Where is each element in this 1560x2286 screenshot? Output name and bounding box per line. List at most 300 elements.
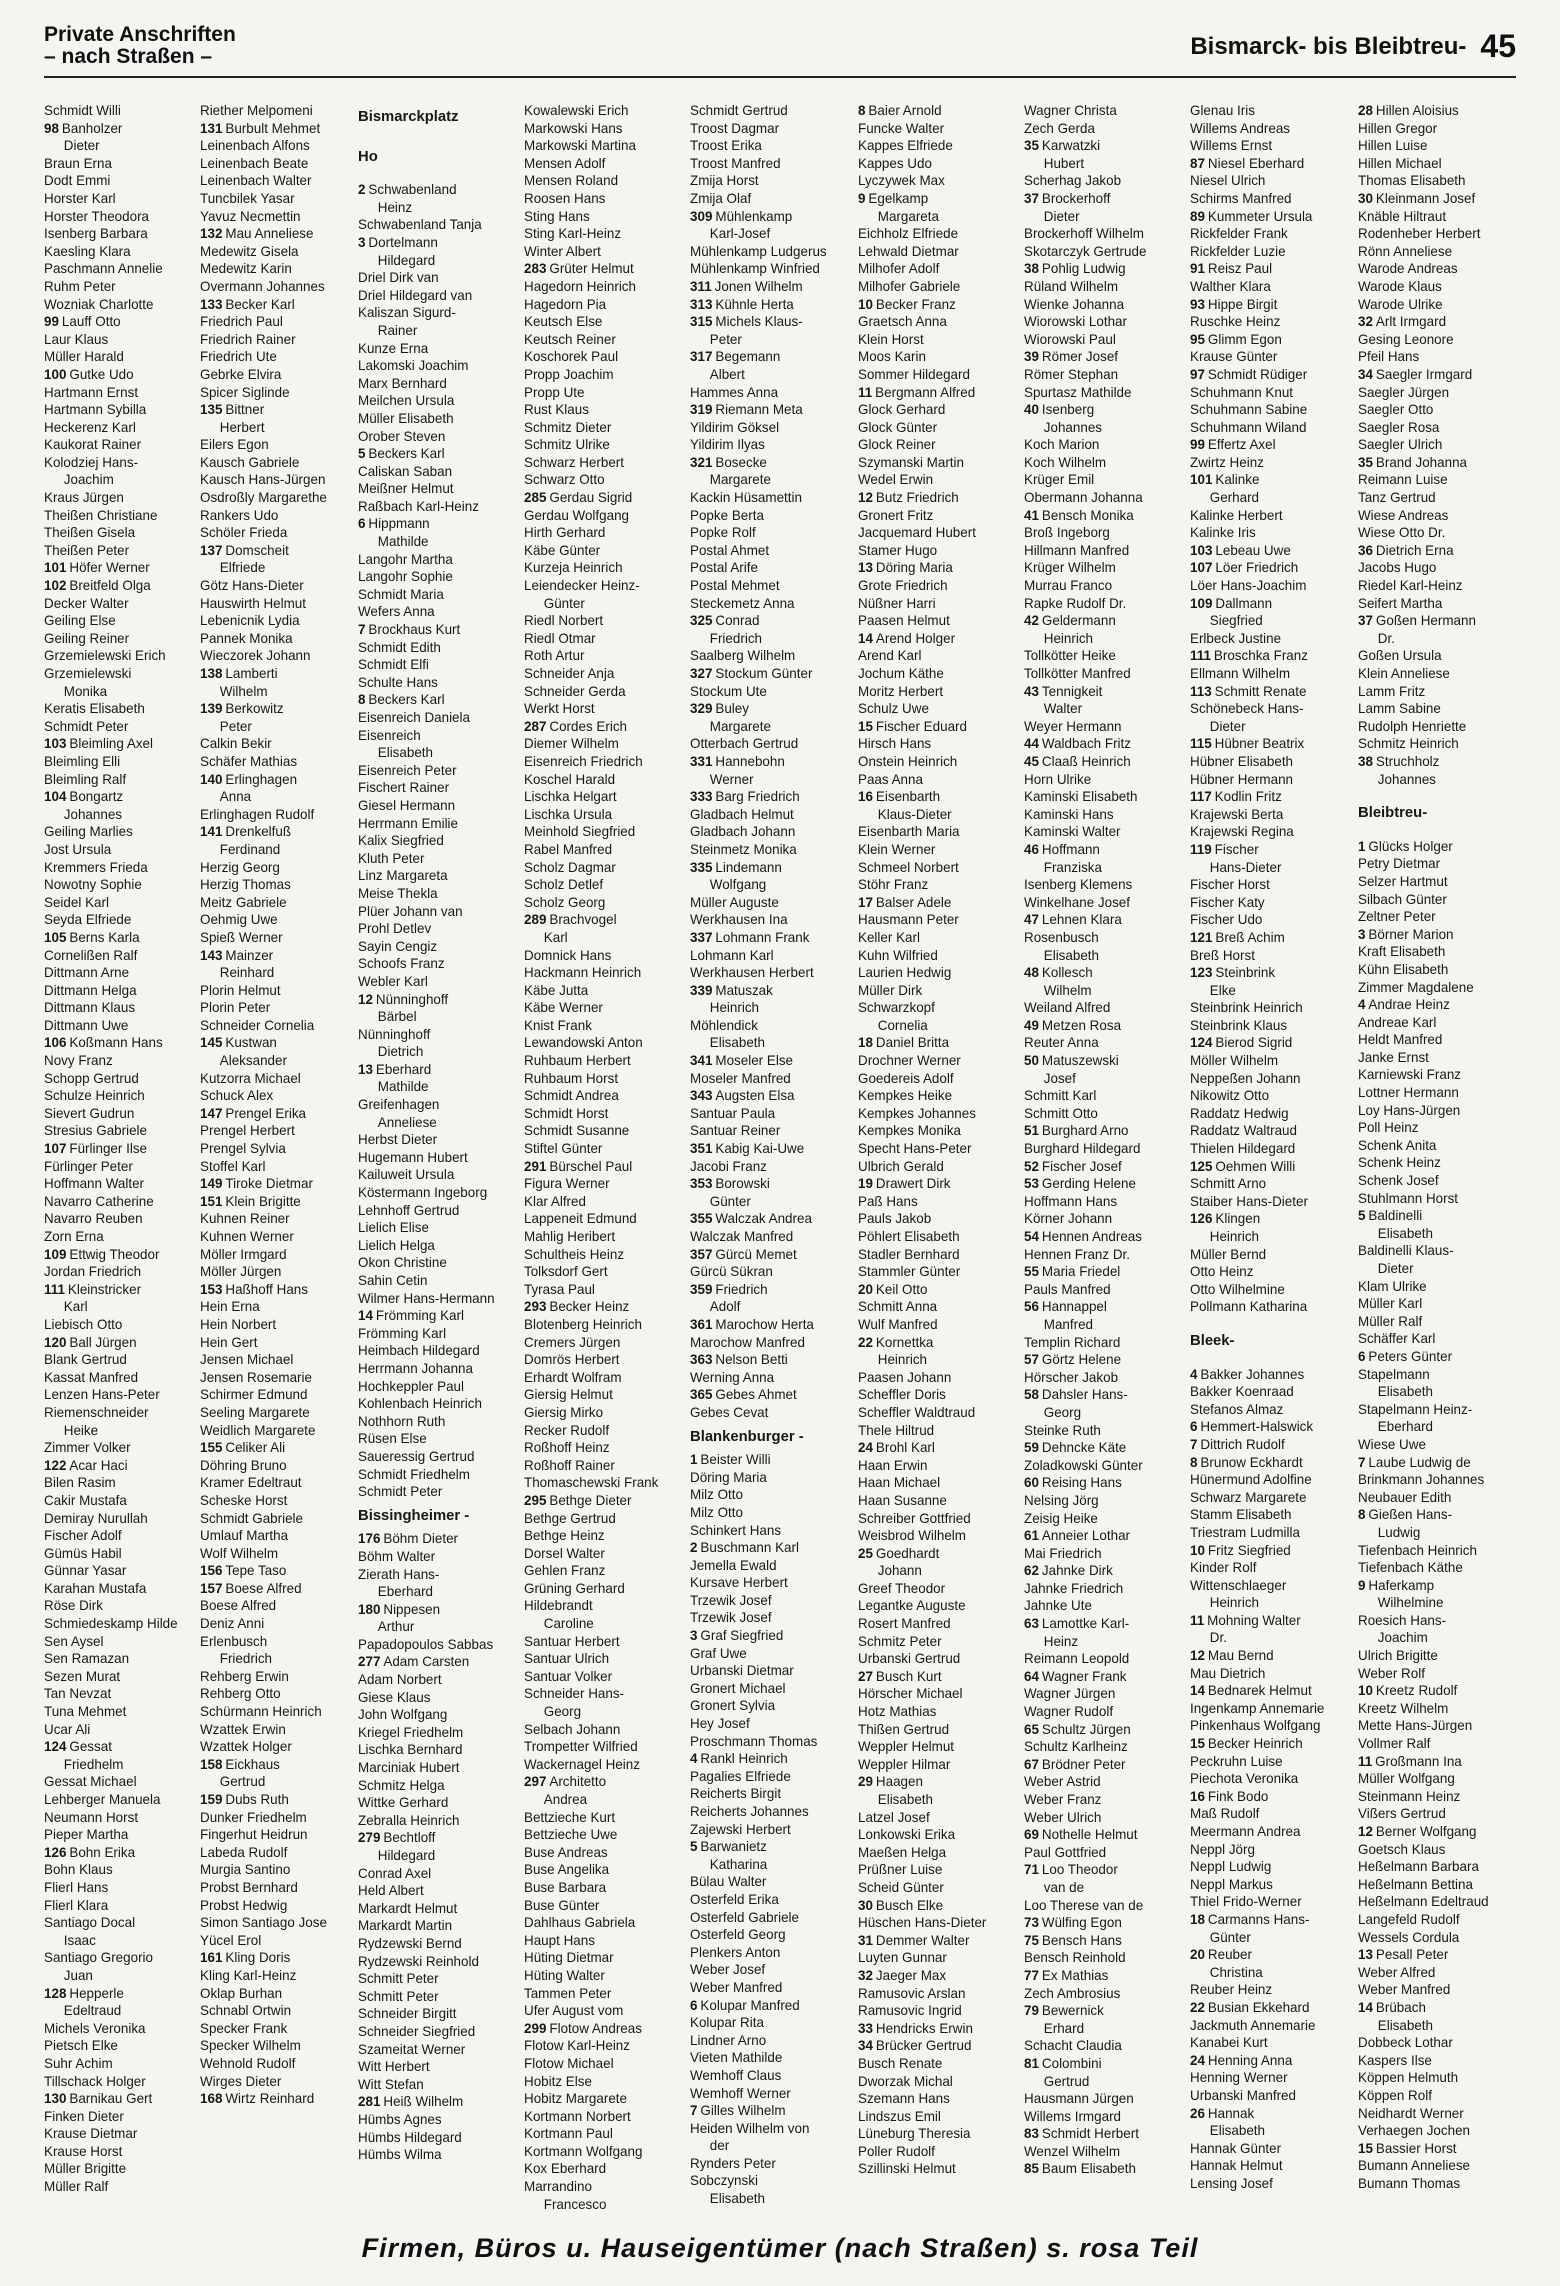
resident-entry (358, 1829, 518, 1847)
resident-entry (858, 1122, 1018, 1140)
entry-continuation (358, 1618, 520, 1636)
resident-name: Elisabeth (709, 2191, 766, 2207)
resident-name: Heiden Wilhelm von (690, 2120, 810, 2136)
resident-entry (524, 630, 684, 648)
resident-name: Broschka Franz (1213, 648, 1308, 664)
house-number: 37 (1358, 613, 1373, 629)
resident-entry (1024, 384, 1184, 402)
resident-entry (1024, 1932, 1184, 1950)
resident-name: Becker Franz (875, 296, 956, 312)
resident-name: Paschmann Annelie (44, 261, 163, 277)
resident-entry (524, 683, 684, 701)
resident-name: Elisabeth (377, 745, 434, 761)
resident-name: Pinkenhaus Wolfgang (1190, 1718, 1321, 1734)
resident-name: Kodlin Fritz (1214, 789, 1282, 805)
resident-entry (690, 1592, 850, 1610)
resident-entry (690, 155, 850, 173)
resident-name: Domnick Hans (524, 947, 612, 963)
house-number: 99 (1190, 437, 1205, 453)
resident-name: Hannappel (1041, 1299, 1107, 1315)
resident-entry (200, 542, 360, 560)
resident-entry (1190, 419, 1350, 437)
resident-entry (1358, 665, 1518, 683)
house-number: 57 (1024, 1352, 1039, 1368)
resident-name: Günter (709, 1193, 751, 1209)
resident-name: Dittmann Helga (44, 982, 137, 998)
resident-name: Webler Karl (358, 973, 428, 989)
resident-entry (358, 1794, 518, 1812)
resident-name: Günter (543, 595, 585, 611)
house-number: 341 (690, 1053, 713, 1069)
resident-entry (44, 172, 204, 190)
resident-name: Goetsch Klaus (1358, 1841, 1446, 1857)
resident-name: Stiftel Günter (524, 1141, 603, 1157)
resident-name: Hillen Luise (1358, 138, 1428, 154)
entry-continuation (524, 1703, 686, 1721)
resident-entry (44, 1263, 204, 1281)
entry-continuation (858, 1562, 1020, 1580)
resident-name: Gesing Leonore (1358, 331, 1454, 347)
resident-name: Kutzorra Michael (200, 1070, 301, 1086)
resident-name: Trzewik Josef (690, 1610, 772, 1626)
resident-name: Schreiber Gottfried (858, 1510, 971, 1526)
resident-entry (524, 208, 684, 226)
house-number: 63 (1024, 1616, 1039, 1632)
house-number: 291 (524, 1158, 547, 1174)
resident-entry (858, 1105, 1018, 1123)
resident-name: Calkin Bekir (200, 736, 272, 752)
house-number: 135 (200, 402, 223, 418)
resident-name: Bewernick (1041, 2003, 1104, 2019)
resident-name: Zoladkowski Günter (1024, 1457, 1143, 1473)
resident-name: Popke Berta (690, 507, 764, 523)
house-number: 15 (858, 718, 873, 734)
entry-continuation (1024, 1879, 1186, 1897)
resident-name: Willems Irmgard (1024, 2108, 1122, 2124)
resident-name: Orober Steven (358, 428, 446, 444)
resident-name: Kreetz Wilhelm (1358, 1700, 1449, 1716)
resident-name: Kling Doris (225, 1950, 291, 1966)
resident-entry (1358, 1366, 1518, 1384)
resident-name: Dittmann Uwe (44, 1017, 129, 1033)
resident-entry (358, 1777, 518, 1795)
resident-entry (1190, 1542, 1350, 1560)
page-header (44, 24, 1516, 80)
house-number: 12 (358, 991, 373, 1007)
house-number: 293 (524, 1299, 547, 1315)
resident-name: Thele Hiltrud (858, 1422, 935, 1438)
resident-name: Reising Hans (1041, 1475, 1122, 1491)
resident-name: Isaac (63, 1932, 96, 1948)
house-number: 311 (690, 278, 712, 294)
resident-name: Demiray Nurullah (44, 1510, 148, 1526)
resident-name: Weyer Hermann (1024, 718, 1122, 734)
resident-entry (1024, 1527, 1184, 1545)
house-number: 289 (524, 912, 547, 928)
resident-name: Hendricks Erwin (875, 2020, 973, 2036)
entry-continuation (690, 331, 852, 349)
resident-entry (1024, 1967, 1184, 1985)
resident-entry (44, 1527, 204, 1545)
resident-name: Isenberg (1041, 402, 1095, 418)
resident-entry (44, 823, 204, 841)
resident-entry (44, 1738, 204, 1756)
house-number: 14 (1358, 1999, 1373, 2015)
resident-entry (44, 190, 204, 208)
resident-entry (1190, 753, 1350, 771)
resident-name: Vieten Mathilde (690, 2050, 783, 2066)
resident-name: Hepperle (69, 1985, 124, 2001)
resident-name: Gebes Ahmet (715, 1387, 797, 1403)
entry-continuation (858, 806, 1020, 824)
resident-name: Scholz Detlef (524, 877, 604, 893)
resident-name: Steinbrink Klaus (1190, 1017, 1288, 1033)
resident-entry (524, 1879, 684, 1897)
resident-entry (858, 2073, 1018, 2091)
resident-entry (524, 384, 684, 402)
resident-name: Bergmann Alfred (875, 384, 976, 400)
resident-name: Mühlenkamp Ludgerus (690, 243, 827, 259)
resident-entry (1190, 348, 1350, 366)
resident-entry (1190, 1489, 1350, 1507)
resident-name: Murgia Santino (200, 1862, 291, 1878)
resident-name: Thielen Hildegard (1190, 1141, 1296, 1157)
resident-entry (44, 982, 204, 1000)
resident-entry (1190, 1612, 1350, 1630)
resident-name: Meermann Andrea (1190, 1824, 1301, 1839)
resident-name: Werkt Horst (524, 701, 595, 717)
entry-continuation (690, 1298, 852, 1316)
resident-name: Johannes (63, 806, 123, 822)
resident-entry (858, 1615, 1018, 1633)
resident-name: Stockum Günter (715, 666, 813, 681)
resident-name: Nelsing Jörg (1024, 1492, 1099, 1508)
resident-name: Lappeneit Edmund (524, 1211, 637, 1227)
resident-entry (858, 841, 1018, 859)
resident-entry (690, 1821, 850, 1839)
resident-name: Saegler Jürgen (1358, 384, 1450, 400)
resident-name: Klam Ulrike (1358, 1278, 1427, 1294)
resident-entry (1190, 1911, 1350, 1929)
resident-name: Geiling Reiner (44, 630, 130, 646)
resident-entry (44, 1087, 204, 1105)
entry-continuation (1024, 2073, 1186, 2091)
resident-entry (1024, 929, 1184, 947)
resident-name: Dodt Emmi (44, 173, 111, 189)
resident-name: Eisenreich (358, 727, 421, 743)
resident-name: Hartmann Sybilla (44, 402, 147, 418)
resident-entry (1024, 1650, 1184, 1668)
resident-name: Medewitz Gisela (200, 243, 299, 259)
entry-continuation (44, 806, 206, 824)
resident-entry (44, 1404, 204, 1422)
resident-name: Köstermann Ingeborg (358, 1185, 488, 1201)
resident-entry (690, 1175, 850, 1193)
entry-continuation (1024, 1633, 1186, 1651)
resident-entry (690, 2102, 850, 2120)
resident-name: Tyrasa Paul (524, 1281, 595, 1297)
house-number: 335 (690, 859, 713, 875)
resident-name: Paasen Helmut (858, 613, 950, 629)
resident-entry (358, 2058, 518, 2076)
entry-continuation (1024, 419, 1186, 437)
directory-column (44, 102, 206, 2212)
resident-entry (524, 982, 684, 1000)
resident-name: Heinrich (709, 1000, 760, 1016)
resident-name: Hoffmann Hans (1024, 1193, 1118, 1209)
resident-entry (524, 1562, 684, 1580)
resident-entry (524, 1298, 684, 1316)
resident-entry (44, 102, 204, 120)
resident-entry (524, 1439, 684, 1457)
resident-entry (1024, 647, 1184, 665)
resident-name: Hannak Helmut (1190, 2158, 1283, 2174)
resident-entry (44, 1633, 204, 1651)
resident-entry (200, 1351, 360, 1369)
resident-name: Dubs Ruth (225, 1792, 289, 1807)
resident-name: Recker Rudolf (524, 1422, 610, 1438)
resident-entry (200, 1949, 360, 1967)
resident-entry (44, 1034, 204, 1052)
resident-entry (858, 1298, 1018, 1316)
resident-name: Riedl Otmar (524, 630, 596, 646)
house-number: 69 (1024, 1827, 1039, 1843)
house-number: 54 (1024, 1229, 1039, 1244)
resident-entry (44, 1439, 204, 1457)
resident-name: Börner Marion (1368, 926, 1454, 942)
resident-entry (1024, 366, 1184, 384)
resident-entry (858, 436, 1018, 454)
resident-entry (1024, 1052, 1184, 1070)
resident-entry (1024, 788, 1184, 806)
entry-continuation (1190, 1228, 1352, 1246)
resident-name: Triestram Ludmilla (1190, 1524, 1300, 1540)
resident-entry (358, 1970, 518, 1988)
resident-name: Stuhlmann Horst (1358, 1190, 1459, 1206)
resident-name: Josef (1043, 1070, 1076, 1086)
resident-name: Wirtz Reinhard (225, 2091, 315, 2107)
resident-name: Elisabeth (1377, 2017, 1434, 2033)
resident-entry (1190, 436, 1350, 454)
resident-entry (1358, 1049, 1518, 1067)
resident-name: Colombini (1041, 2055, 1102, 2071)
resident-name: Kaliszan Sigurd- (358, 305, 456, 321)
resident-name: Dieter (63, 138, 100, 154)
resident-entry (524, 278, 684, 296)
resident-entry (1358, 1805, 1518, 1823)
house-number: 11 (858, 384, 873, 400)
resident-name: Graf Siegfried (700, 1628, 784, 1644)
resident-entry (524, 1809, 684, 1827)
resident-name: Spieß Werner (200, 929, 283, 945)
resident-name: Heinrich (1209, 1595, 1260, 1611)
resident-name: Piechota Veronika (1190, 1771, 1299, 1787)
resident-entry (524, 1175, 684, 1193)
resident-entry (1190, 2052, 1350, 2070)
resident-entry (44, 964, 204, 982)
resident-name: Hartmann Ernst (44, 384, 139, 400)
resident-name: Steinmann Heinz (1358, 1788, 1461, 1804)
resident-entry (690, 137, 850, 155)
resident-entry (200, 1967, 360, 1985)
resident-name: Breß Achim (1215, 929, 1285, 945)
resident-entry (690, 208, 850, 226)
resident-name: Neppl Ludwig (1190, 1859, 1272, 1875)
resident-entry (690, 102, 850, 120)
resident-name: Kustwan (225, 1035, 277, 1051)
resident-entry (1358, 1682, 1518, 1700)
house-number: 106 (44, 1035, 67, 1051)
resident-entry (1358, 1700, 1518, 1718)
resident-name: Fingerhut Heidrun (200, 1827, 308, 1843)
resident-name: Oehmen Willi (1215, 1158, 1296, 1174)
resident-name: Erlenbusch (200, 1633, 268, 1649)
resident-entry (1024, 1861, 1184, 1879)
resident-entry (358, 2005, 518, 2023)
resident-entry (200, 524, 360, 542)
house-number: 357 (690, 1246, 713, 1262)
resident-entry (524, 1052, 684, 1070)
resident-name: Michels Veronika (44, 2020, 146, 2036)
resident-name: Neppl Markus (1190, 1876, 1273, 1892)
resident-entry (1358, 225, 1518, 243)
resident-name: Hillen Michael (1358, 155, 1442, 171)
resident-entry (200, 1985, 360, 2003)
resident-entry (858, 1457, 1018, 1475)
resident-name: Neumann Horst (44, 1809, 139, 1825)
resident-entry (1190, 2069, 1350, 2087)
resident-name: Tammen Peter (524, 1985, 612, 2001)
resident-entry (1358, 137, 1518, 155)
resident-name: Busch Elke (875, 1897, 944, 1913)
resident-name: Schäfer Mathias (200, 753, 298, 769)
resident-name: Lindszus Emil (858, 2108, 941, 2124)
resident-entry (524, 806, 684, 824)
resident-name: Walczak Manfred (690, 1229, 794, 1244)
resident-entry (200, 278, 360, 296)
resident-entry (200, 859, 360, 877)
resident-entry (1190, 1383, 1350, 1401)
entry-continuation (1024, 947, 1186, 965)
resident-name: Staiber Hans-Dieter (1190, 1193, 1308, 1209)
resident-entry (44, 2143, 204, 2161)
resident-entry (1190, 208, 1350, 226)
resident-entry (690, 577, 850, 595)
resident-entry (1190, 577, 1350, 595)
entry-continuation (858, 1351, 1020, 1369)
resident-name: Mathilde (377, 1079, 429, 1095)
resident-name: Raddatz Waltraud (1190, 1123, 1298, 1139)
resident-entry (44, 2055, 204, 2073)
resident-entry (1024, 1615, 1184, 1633)
house-number: 25 (858, 1545, 873, 1561)
resident-entry (858, 1844, 1018, 1862)
resident-name: Glimm Egon (1207, 331, 1282, 347)
resident-name: Heike (63, 1422, 99, 1438)
entry-continuation (1024, 155, 1186, 173)
resident-name: Kalix Siegfried (358, 833, 444, 849)
resident-name: Schwarz Herbert (524, 454, 625, 470)
resident-entry (524, 2090, 684, 2108)
resident-entry (1358, 943, 1518, 961)
resident-entry (200, 1633, 360, 1651)
resident-entry (1358, 1876, 1518, 1894)
house-number: 58 (1024, 1387, 1039, 1403)
resident-entry (358, 762, 518, 780)
resident-entry (200, 366, 360, 384)
resident-name: Linz Margareta (358, 868, 448, 884)
house-number: 339 (690, 982, 713, 998)
resident-entry (200, 577, 360, 595)
resident-name: Gladbach Helmut (690, 806, 794, 822)
resident-name: Mahlig Heribert (524, 1229, 616, 1244)
resident-entry (690, 1228, 850, 1246)
resident-name: Willems Ernst (1190, 138, 1273, 154)
resident-name: Wilmer Hans-Hermann (358, 1290, 495, 1306)
house-number: 77 (1024, 1967, 1039, 1983)
resident-name: Lehberger Manuela (44, 1792, 161, 1807)
house-number: 128 (44, 1985, 67, 2001)
resident-name: Berner Wolfgang (1375, 1824, 1477, 1839)
resident-entry (1358, 855, 1518, 873)
resident-entry (358, 727, 518, 745)
resident-entry (690, 2120, 850, 2138)
entry-continuation (358, 1847, 520, 1865)
entry-continuation (1358, 1629, 1520, 1647)
resident-name: Hubert (1043, 155, 1085, 171)
resident-entry (524, 419, 684, 437)
resident-entry (1190, 1981, 1350, 1999)
resident-name: Grzemielewski (44, 666, 132, 681)
resident-entry (358, 656, 518, 674)
resident-name: Großmann Ina (1375, 1753, 1462, 1769)
entry-continuation (1024, 1316, 1186, 1334)
resident-entry (858, 1580, 1018, 1598)
resident-entry (200, 1615, 360, 1633)
house-number: 333 (690, 789, 713, 805)
resident-entry (1190, 2175, 1350, 2193)
resident-name: Gürcü Sükran (690, 1264, 773, 1280)
resident-entry (1190, 559, 1350, 577)
house-number: 180 (358, 1601, 381, 1617)
resident-name: Finken Dieter (44, 2108, 124, 2124)
resident-name: Rapke Rudolf Dr. (1024, 595, 1127, 611)
resident-entry (1024, 2055, 1184, 2073)
entry-continuation (44, 683, 206, 701)
resident-entry (690, 1785, 850, 1803)
resident-name: Edeltraud (63, 2003, 122, 2019)
resident-entry (524, 1316, 684, 1334)
resident-name: Conrad Axel (358, 1865, 432, 1881)
resident-name: Fischer Horst (1190, 877, 1270, 893)
resident-name: Weppler Helmut (858, 1739, 955, 1755)
house-number: 159 (200, 1792, 223, 1807)
resident-name: Janke Ernst (1358, 1049, 1429, 1065)
resident-name: Osterfeld Erika (690, 1891, 779, 1907)
resident-name: Seidel Karl (44, 894, 109, 910)
resident-entry (1190, 524, 1350, 542)
resident-entry (1190, 1735, 1350, 1753)
resident-name: Hein Norbert (200, 1316, 277, 1332)
resident-entry (200, 1034, 360, 1052)
resident-entry (1024, 559, 1184, 577)
resident-name: Effertz Axel (1207, 437, 1276, 453)
house-number: 115 (1190, 736, 1212, 752)
resident-name: Kaminski Elisabeth (1024, 789, 1138, 805)
directory-column (200, 102, 362, 2212)
resident-entry (1024, 1703, 1184, 1721)
resident-name: Kling Karl-Heinz (200, 1967, 297, 1983)
